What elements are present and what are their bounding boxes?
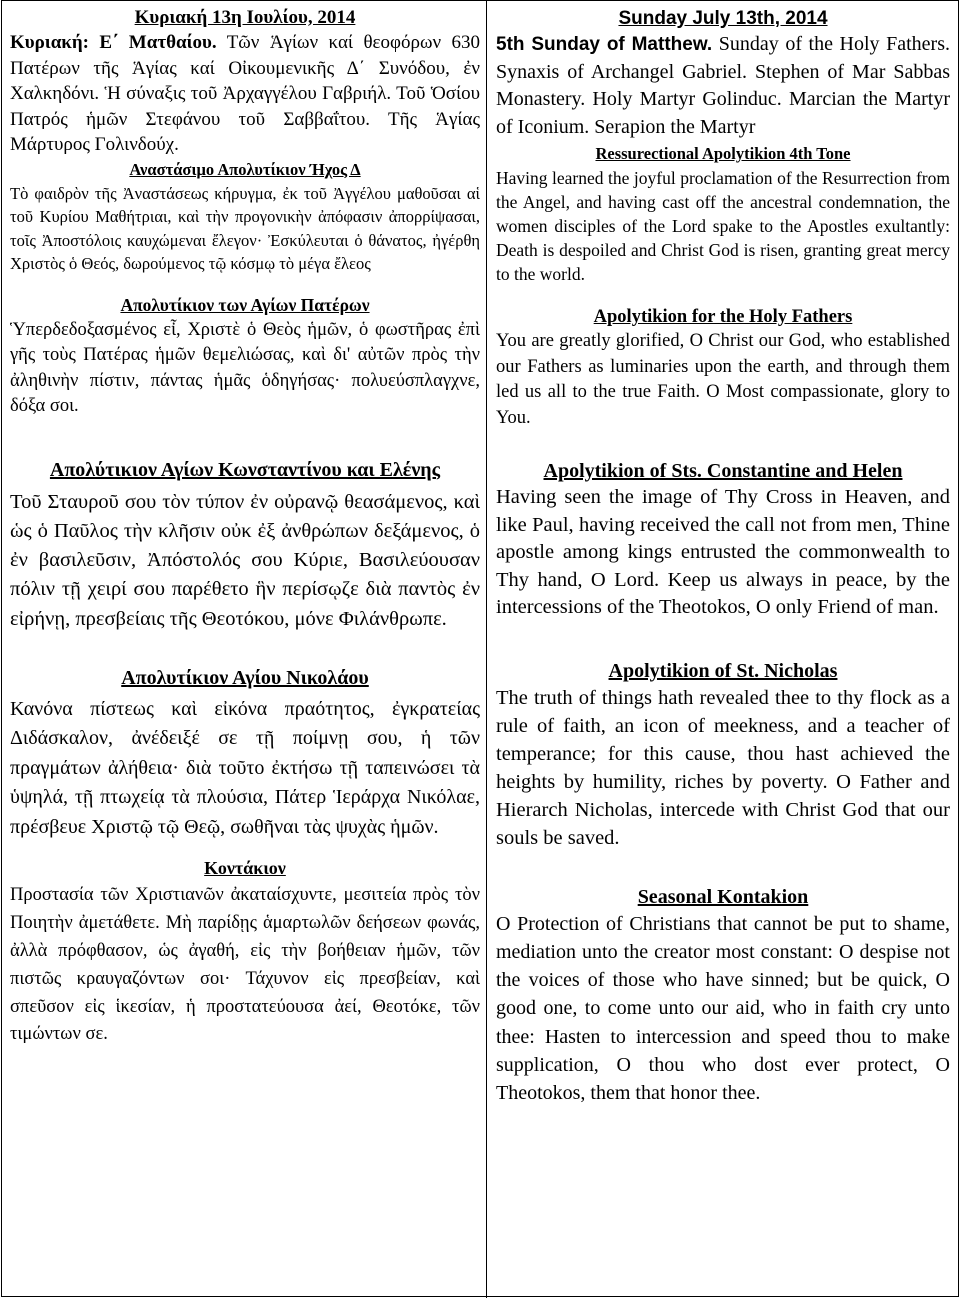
greek-fathers-heading: Απολυτίκιον των Αγίων Πατέρων (120, 294, 370, 315)
greek-kontakion-text: Προστασία τῶν Χριστιανῶν ἀκαταίσχυντε, μεσιτεία πρὸς τὸν Ποιητὴν ἀμετάθετε. Μὴ παρίδῃς ἁμαρτωλῶν δεήσεων φωνάς, ἀλλὰ πρόφθασον, ὡς ἀγαθή, εἰς τὴν βοήθειαν ἡμῶν, τῶν πιστῶς κραυγαζόντων σοι· Τάχυνον εἰς πρεσβείαν, καὶ σπεῦσον εἰς ἱκεσίαν, ἡ προστατεύουσα ἀεί, Θεοτόκε, τῶν τιμώντων σε. (10, 885, 480, 1045)
greek-resurrectional-text: Τὸ φαιδρὸν τῆς Ἀναστάσεως κήρυγμα, ἐκ τοῦ Ἀγγέλου μαθοῦσαι αἱ τοῦ Κυρίου Μαθήτριαι, καὶ τὴν προγονικὴν ἀπόφασιν ἀπορρίψασαι, τοῖς Ἀποστόλοις καυχώμεναι ἔλεγον· Ἐσκύλευται ὁ θάνατος, ἠγέρθη Χριστὸς ὁ Θεός, δωρούμενος τῷ κόσμῳ τὸ μέγα ἔλεος (10, 183, 480, 273)
greek-intro-lead: Κυριακή: Ε΄ Ματθαίου. (10, 32, 217, 53)
greek-date-heading: Κυριακή 13η Ιουλίου, 2014 (134, 7, 356, 28)
english-constantine-heading: Apolytikion of Sts. Constantine and Helen (543, 460, 903, 482)
english-fathers-text: You are greatly glorified, O Christ our God, who established our Fathers as luminaries upon the earth, and through them led us all to the true Faith. O Most compassionate, glory to You. (496, 331, 950, 428)
english-column (488, 1, 958, 1298)
english-fathers-heading: Apolytikion for the Holy Fathers (593, 307, 853, 327)
greek-nicholas-text: Κανόνα πίστεως καὶ εἰκόνα πραότητος, ἐγκρατείας Διδάσκαλον, ἀνέδειξέ σε τῇ ποίμνῃ σου, ἡ τῶν πραγμάτων ἀλήθεια· διὰ τοῦτο ἐκτήσω τῇ ταπεινώσει τὰ ὑψηλά, τῇ πτωχείᾳ τὰ πλούσια, Πάτερ Ἱεράρχα Νικόλαε, πρέσβευε Χριστῷ τῷ Θεῷ, σωθῆναι τὰς ψυχὰς ἡμῶν. (10, 697, 480, 838)
english-intro-lead: 5th Sunday of Matthew. (496, 34, 713, 55)
english-nicholas-text: The truth of things hath revealed thee to thy flock as a rule of faith, an icon of meekness, and a teacher of temperance; for this cause, thou hast achieved the heights by humility, riches by poverty. O Father and Hierarch Nicholas, intercede with Christ God that our souls be saved. (496, 686, 950, 849)
greek-constantine-text: Τοῦ Σταυροῦ σου τὸν τύπον ἐν οὐρανῷ θεασάμενος, καὶ ὡς ὁ Παῦλος τὴν κλῆσιν οὐκ ἐξ ἀνθρώπων δεξάμενος, ὁ ἐν βασιλεῦσιν, Ἀπόστολός σου Κύριε, Βασιλεύουσαν πόλιν τῇ χειρί σου παρέθετο ἣν περίσῳζε διὰ παντὸς ἐν εἰρήνῃ, πρεσβείαις τῆς Θεοτόκου, μόνε Φιλάνθρωπε. (10, 490, 480, 630)
greek-column (2, 1, 487, 1298)
english-intro-text: Sunday of the Holy Fathers. Synaxis of Archangel Gabriel. Stephen of Mar Sabbas Monastery. Holy Martyr Golinduc. Marcian the Martyr of Iconium. Serapion the Martyr (496, 33, 950, 138)
greek-intro-text: Τῶν Ἁγίων καί θεοφόρων 630 Πατέρων τῆς Ἁγίας καί Οἰκουμενικῆς Δ΄ Συνόδου, ἐν Χαλκηδόνι. Ἡ σύναξις τοῦ Ἀρχαγγέλου Γαβριήλ. Τοῦ Ὁσίου Πατρός ἡμῶν Στεφάνου τοῦ Σαββαΐτου. Τῆς Ἁγίας Μάρτυρος Γολινδούχ. (10, 32, 480, 155)
english-kontakion-heading: Seasonal Kontakion (637, 885, 809, 908)
greek-nicholas-heading: Απολυτίκιον Αγίου Νικολάου (121, 666, 369, 689)
greek-fathers-text: Ὑπερδεδοξασμένος εἶ, Χριστὲ ὁ Θεὸς ἡμῶν, ὁ φωστῆρας ἐπὶ γῆς τοὺς Πατέρας ἡμῶν θεμελιώσας, καὶ δι' αὐτῶν πρὸς τὴν ἀληθινὴν πίστιν, πάντας ἡμᾶς ὁδηγήσας· πολυεύσπλαγχνε, δόξα σοι. (10, 319, 480, 416)
english-resurrectional-text: Having learned the joyful proclamation of the Resurrection from the Angel, and having cast off the ancestral condemnation, the women disciples of the Lord spake to the Apostles exultantly: Death is despoiled and Christ God is risen, granting great mercy to the world. (496, 168, 950, 284)
greek-feast-intro (10, 30, 480, 158)
english-kontakion-text: O Protection of Christians that cannot be put to shame, mediation unto the creator most constant: O despise not the voices of those who have sinned; but be quick, O good one, to come unto our aid, who in faith cry unto thee: Hasten to intercession and speed thou to make supplication, O thou who dost ever protect, O Theotokos, them that honor thee. (496, 912, 950, 1105)
bulletin-page (1, 0, 959, 1297)
greek-kontakion-heading: Κοντάκιον (204, 858, 286, 879)
english-date-heading: Sunday July 13th, 2014 (618, 8, 828, 29)
english-constantine-text: Having seen the image of Thy Cross in Heaven, and like Paul, having received the call not from men, Thine apostle among kings entrusted the commonwealth to Thy hand, O Lord. Keep us always in peace, by the intercessions of the Theotokos, O only Friend of man. (496, 486, 950, 618)
english-feast-intro (496, 31, 950, 141)
greek-resurrectional-heading: Αναστάσιμο Απολυτίκιον Ήχος Δ (129, 159, 361, 179)
english-resurrectional-heading: Ressurectional Apolytikion 4th Tone (595, 144, 851, 163)
greek-constantine-heading: Απολύτικιον Αγίων Κωνσταντίνου και Ελένης (49, 458, 441, 481)
english-nicholas-heading: Apolytikion of St. Nicholas (608, 659, 838, 682)
